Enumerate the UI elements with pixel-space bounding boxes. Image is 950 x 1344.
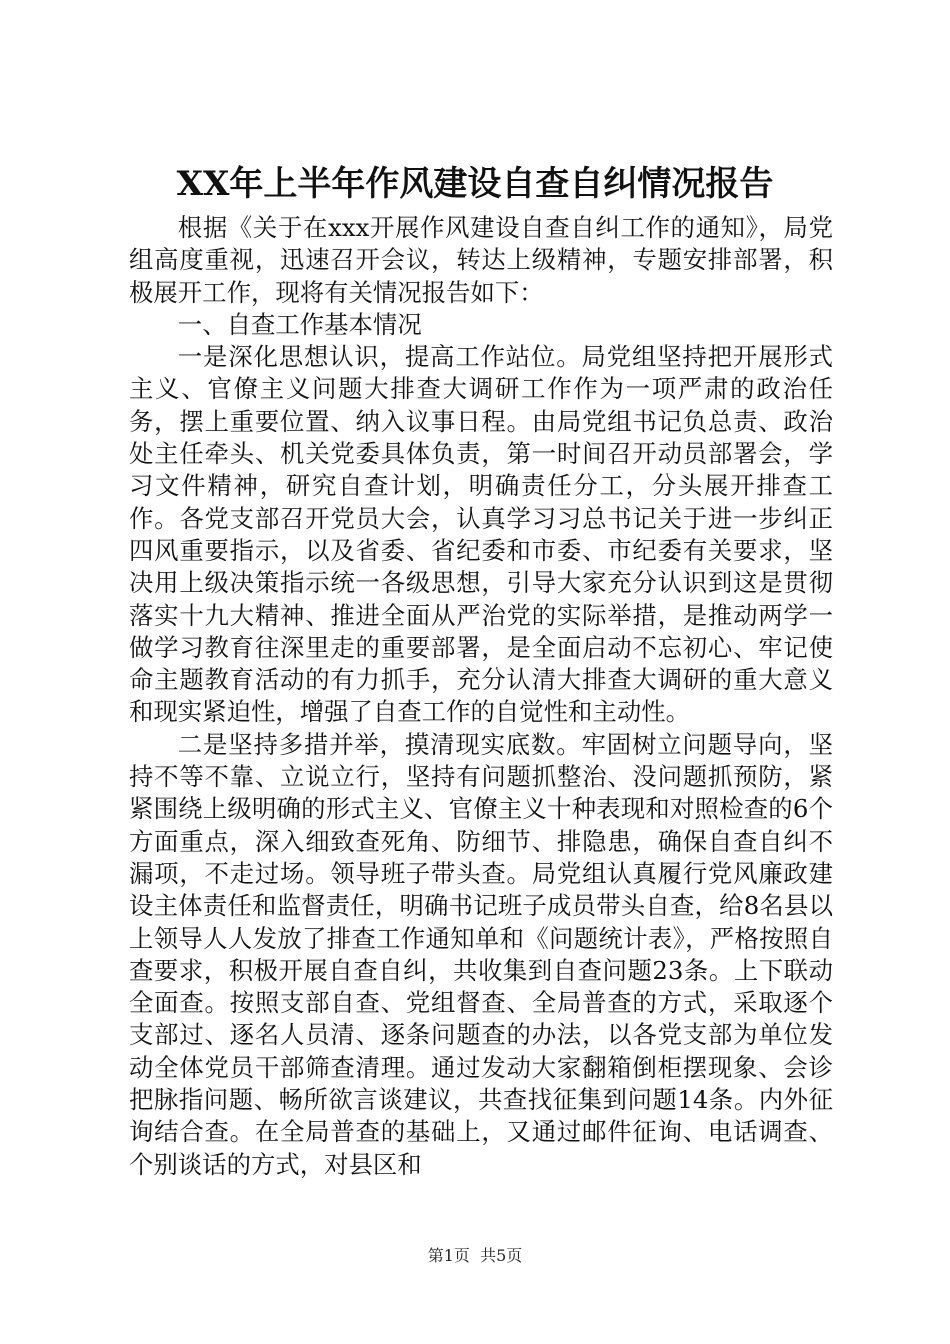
document-title: XX年上半年作风建设自查自纠情况报告 (176, 164, 774, 204)
body-paragraph: 二是坚持多措并举，摸清现实底数。牢固树立问题导向，坚持不等不靠、立说立行，坚持有问题抓整治、没问题抓预防，紧紧围绕上级明确的形式主义、官僚主义十种表现和对照检查的6个方面重点，深入细致查死角、防细节、排隐患，确保自查自纠不漏项，不走过场。领导班子带头查。局党组认真履行党风廉政建设主体责任和监督责任，明确书记班子成员带头自查，给8名县以上领导人人发放了排查工作通知单和《问题统计表》，严格按照自查要求，积极开展自查自纠，共收集到自查问题23条。上下联动全面查。按照支部自查、党组督查、全局普查的方式，采取逐个支部过、逐名人员清、逐条问题查的办法，以各党支部为单位发动全体党员干部筛查清理。通过发动大家翻箱倒柜摆现象、会诊把脉指问题、畅所欲言谈建议，共查找征集到问题14条。内外征询结合查。在全局普查的基础上，又通过邮件征询、电话调查、个别谈话的方式，对县区和 (129, 729, 833, 1179)
section-heading: 一、自查工作基本情况 (177, 309, 422, 339)
page-number-label: 第1页 共5页 (427, 1246, 523, 1265)
document-body (129, 212, 833, 1181)
body-paragraph: 根据《关于在xxx开展作风建设自查自纠工作的通知》，局党组高度重视，迅速召开会议，转达上级精神，专题安排部署，积极展开工作，现将有关情况报告如下： (129, 213, 833, 307)
page-footer (0, 1245, 950, 1267)
body-paragraph: 一是深化思想认识，提高工作站位。局党组坚持把开展形式主义、官僚主义问题大排查大调研工作作为一项严肃的政治任务，摆上重要位置、纳入议事日程。由局党组书记负总责、政治处主任牵头、机关党委具体负责，第一时间召开动员部署会，学习文件精神，研究自查计划，明确责任分工，分头展开排查工作。各党支部召开党员大会，认真学习习总书记关于进一步纠正四风重要指示，以及省委、省纪委和市委、市纪委有关要求，坚决用上级决策指示统一各级思想，引导大家充分认识到这是贯彻落实十九大精神、推进全面从严治党的实际举措，是推动两学一做学习教育往深里走的重要部署，是全面启动不忘初心、牢记使命主题教育活动的有力抓手，充分认清大排查大调研的重大意义和现实紧迫性，增强了自查工作的自觉性和主动性。 (129, 342, 833, 727)
